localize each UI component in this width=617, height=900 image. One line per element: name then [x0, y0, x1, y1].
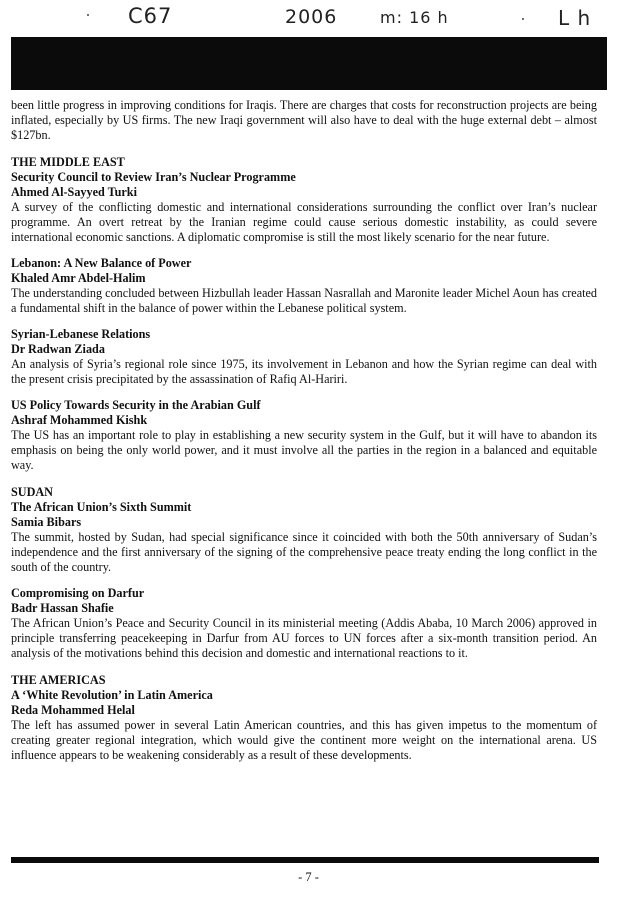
article-author: Khaled Amr Abdel-Halim [11, 271, 146, 285]
article-author: Badr Hassan Shafie [11, 601, 114, 615]
speck-mark [87, 14, 89, 16]
article-summary: The left has assumed power in several Latin American countries, and this has given impetus to the momentum of creating greater regional integration, which would give the continent more weight on the international arena. US influence appears to be weakening considerably as a result of these developments. [11, 718, 597, 762]
handwritten-code: C67 [128, 4, 173, 28]
footer-bar [11, 857, 599, 863]
article-entry [11, 586, 597, 661]
article-summary: The African Union’s Peace and Security Council in its ministerial meeting (Addis Ababa, 10 March 2006) approved in principle transferring peacekeeping in Darfur from AU forces to UN forces after a six-month transition period. An analysis of the motivations behind this decision and domestic and international reactions to it. [11, 616, 597, 660]
handwritten-initials: L h [558, 6, 592, 30]
section-heading: THE AMERICAS [11, 673, 106, 687]
article-title: Compromising on Darfur [11, 586, 145, 600]
article-title: Syrian-Lebanese Relations [11, 327, 151, 341]
article-summary: The US has an important role to play in establishing a new security system in the Gulf, but it will have to abandon its emphasis on being the only world power, and it must involve all the parties in the region in a balanced and equitable way. [11, 428, 597, 472]
article-title: The African Union’s Sixth Summit [11, 500, 192, 514]
article-author: Dr Radwan Ziada [11, 342, 105, 356]
article-author: Samia Bibars [11, 515, 82, 529]
section-middle-east [11, 155, 597, 473]
speck-mark [522, 18, 524, 20]
article-entry [11, 500, 597, 575]
handwritten-year: 2006 [285, 6, 338, 28]
article-entry [11, 170, 597, 245]
article-entry [11, 256, 597, 316]
intro-paragraph: been little progress in improving conditions for Iraqis. There are charges that costs for reconstruction projects are being inflated, especially by US firms. The new Iraqi government will also have to deal with the huge external debt – almost $127bn. [11, 98, 597, 142]
article-author: Reda Mohammed Helal [11, 703, 135, 717]
article-summary: The understanding concluded between Hizbullah leader Hassan Nasrallah and Maronite leader Michel Aoun has created a fundamental shift in the balance of power within the Lebanese political system. [11, 286, 597, 315]
article-entry [11, 398, 597, 473]
section-heading: SUDAN [11, 485, 53, 499]
section-heading: THE MIDDLE EAST [11, 155, 125, 169]
handwritten-number: m: 16 h [380, 8, 449, 27]
article-title: Lebanon: A New Balance of Power [11, 256, 192, 270]
article-author: Ahmed Al-Sayyed Turki [11, 185, 137, 199]
article-entry [11, 688, 597, 763]
header-bar [11, 37, 607, 90]
document-body [11, 98, 597, 763]
page-number: - 7 - [298, 870, 319, 884]
article-summary: The summit, hosted by Sudan, had special significance since it coincided with both the 50th anniversary of Sudan’s independence and the first anniversary of the signing of the comprehensive peace treaty ending the long conflict in the south of the country. [11, 530, 597, 574]
article-entry [11, 327, 597, 387]
article-title: A ‘White Revolution’ in Latin America [11, 688, 213, 702]
section-sudan [11, 485, 597, 661]
article-summary: A survey of the conflicting domestic and international considerations surrounding the conflict over Iran’s nuclear programme. An overt retreat by the Iranian regime could cause serious domestic instability, as could severe international economic sanctions. A diplomatic compromise is still the most likely scenario for the near future. [11, 200, 597, 244]
article-summary: An analysis of Syria’s regional role since 1975, its involvement in Lebanon and how the Syrian regime can deal with the present crisis precipitated by the assassination of Rafiq Al-Hariri. [11, 357, 597, 386]
section-americas [11, 673, 597, 763]
article-author: Ashraf Mohammed Kishk [11, 413, 148, 427]
article-title: Security Council to Review Iran’s Nuclear Programme [11, 170, 296, 184]
article-title: US Policy Towards Security in the Arabian Gulf [11, 398, 261, 412]
